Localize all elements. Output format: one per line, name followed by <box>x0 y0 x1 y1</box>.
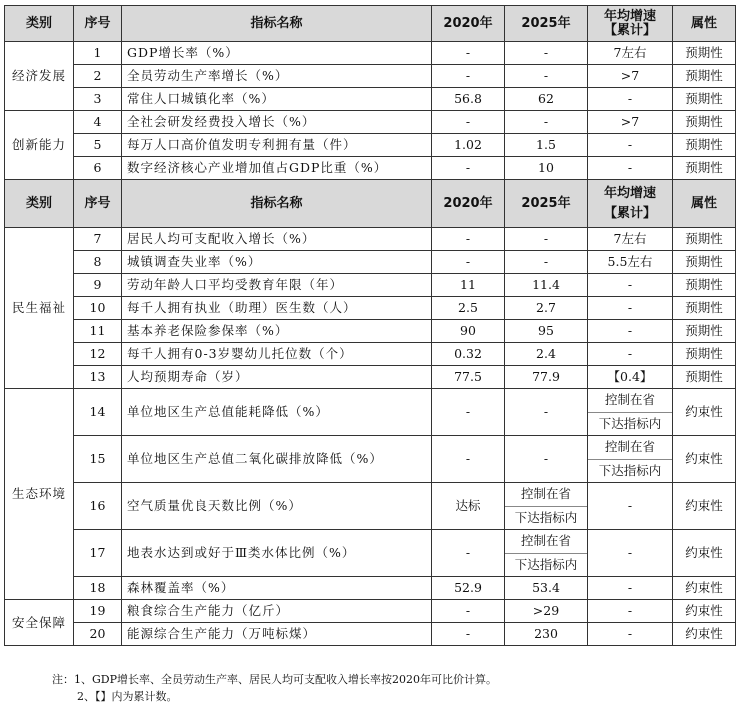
category-security: 安全保障 <box>5 600 74 646</box>
header-indicator: 指标名称 <box>122 6 432 42</box>
table-row: 安全保障 19 粮食综合生产能力（亿斤） - >29 - 约束性 <box>5 600 736 623</box>
header-seq: 序号 <box>74 6 122 42</box>
table-header-repeat: 类别 序号 指标名称 2020年 2025年 年均增速 【累计】 属性 <box>5 180 736 228</box>
header-attribute: 属性 <box>673 6 736 42</box>
indicator-table <box>4 5 736 646</box>
table-row: 20 能源综合生产能力（万吨标煤） - 230 - 约束性 <box>5 623 736 646</box>
table-row: 3 常住人口城镇化率（%） 56.8 62 - 预期性 <box>5 88 736 111</box>
header-2020: 2020年 <box>432 6 505 42</box>
table-row: 16 空气质量优良天数比例（%） 达标 控制在省 下达指标内 - 约束性 <box>5 483 736 530</box>
header-category: 类别 <box>5 6 74 42</box>
table-row: 12 每千人拥有0-3岁婴幼儿托位数（个） 0.32 2.4 - 预期性 <box>5 343 736 366</box>
note-2: 2、【】内为累计数。 <box>77 690 178 703</box>
table-header <box>5 6 736 42</box>
table-row: 5 每万人口高价值发明专利拥有量（件） 1.02 1.5 - 预期性 <box>5 134 736 157</box>
table-row: 10 每千人拥有执业（助理）医生数（人） 2.5 2.7 - 预期性 <box>5 297 736 320</box>
table-row: 9 劳动年龄人口平均受教育年限（年） 11 11.4 - 预期性 <box>5 274 736 297</box>
table-row: 17 地表水达到或好于Ⅲ类水体比例（%） - 控制在省 下达指标内 - 约束性 <box>5 530 736 577</box>
table-row: 8 城镇调查失业率（%） - - 5.5左右 预期性 <box>5 251 736 274</box>
category-economy: 经济发展 <box>5 42 74 111</box>
header-rate: 年均增速 【累计】 <box>588 6 673 42</box>
table-row: 18 森林覆盖率（%） 52.9 53.4 - 约束性 <box>5 577 736 600</box>
category-welfare: 民生福祉 <box>5 228 74 389</box>
table-row: 15 单位地区生产总值二氧化碳排放降低（%） - - 控制在省 下达指标内 约束性 <box>5 436 736 483</box>
header-2025: 2025年 <box>505 6 588 42</box>
category-innovation: 创新能力 <box>5 111 74 180</box>
category-ecology: 生态环境 <box>5 389 74 600</box>
table-row: 民生福祉 7 居民人均可支配收入增长（%） - - 7左右 预期性 <box>5 228 736 251</box>
table-row: 创新能力 4 全社会研发经费投入增长（%） - - >7 预期性 <box>5 111 736 134</box>
table-row: 6 数字经济核心产业增加值占GDP比重（%） - 10 - 预期性 <box>5 157 736 180</box>
table-row: 2 全员劳动生产率增长（%） - - >7 预期性 <box>5 65 736 88</box>
table-row: 生态环境 14 单位地区生产总值能耗降低（%） - - 控制在省 下达指标内 约束性 <box>5 389 736 436</box>
table-notes <box>52 671 497 705</box>
table-row: 11 基本养老保险参保率（%） 90 95 - 预期性 <box>5 320 736 343</box>
note-1: 注：1、GDP增长率、全员劳动生产率、居民人均可支配收入增长率按2020年可比价计算。 <box>52 673 497 686</box>
table-row: 经济发展 1 GDP增长率（%） - - 7左右 预期性 <box>5 42 736 65</box>
table-row: 13 人均预期寿命（岁） 77.5 77.9 【0.4】 预期性 <box>5 366 736 389</box>
